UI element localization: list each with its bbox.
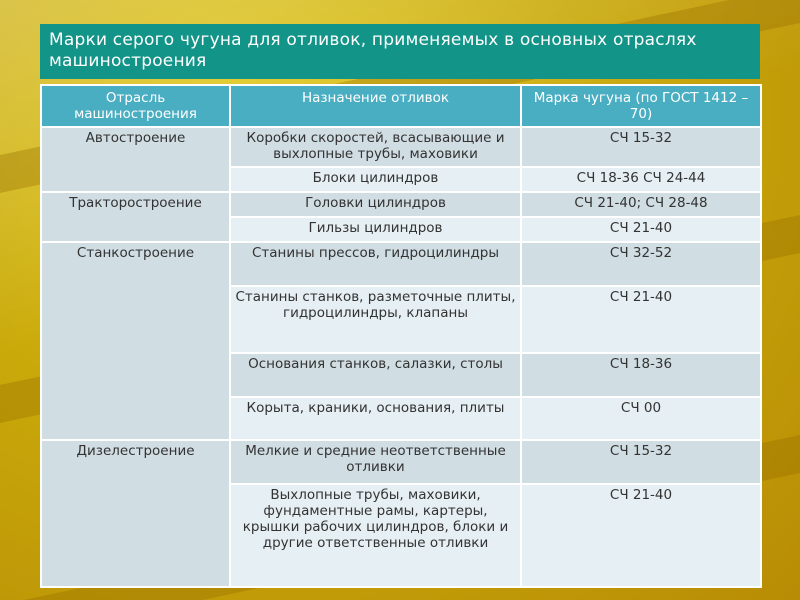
purpose-cell: Основания станков, салазки, столы <box>231 354 520 396</box>
grade-cell: СЧ 18-36 <box>522 354 760 396</box>
industry-cell: Автостроение <box>42 128 229 191</box>
industry-cell: Дизелестроение <box>42 441 229 586</box>
grade-cell: СЧ 21-40; СЧ 28-48 <box>522 193 760 216</box>
header-industry: Отрасль машиностроения <box>42 86 229 126</box>
table-header-row <box>42 86 760 126</box>
grade-cell: СЧ 21-40 <box>522 485 760 586</box>
purpose-cell: Блоки цилиндров <box>231 168 520 191</box>
grade-cell: СЧ 21-40 <box>522 287 760 352</box>
purpose-cell: Корыта, краники, основания, плиты <box>231 398 520 440</box>
industry-cell: Тракторостроение <box>42 193 229 241</box>
slide-title: Марки серого чугуна для отливок, применяемых в основных отраслях машиностроения <box>40 24 760 79</box>
grade-cell: СЧ 18-36 СЧ 24-44 <box>522 168 760 191</box>
purpose-cell: Головки цилиндров <box>231 193 520 216</box>
table-row <box>42 193 760 216</box>
purpose-cell: Гильзы цилиндров <box>231 218 520 241</box>
table-row <box>42 243 760 285</box>
grade-cell: СЧ 32-52 <box>522 243 760 285</box>
cast-iron-grades-table <box>40 84 762 588</box>
purpose-cell: Станины станков, разметочные плиты, гидроцилиндры, клапаны <box>231 287 520 352</box>
purpose-cell: Выхлопные трубы, маховики, фундаментные рамы, картеры, крышки рабочих цилиндров, блоки и другие ответственные отливки <box>231 485 520 586</box>
table-row <box>42 441 760 483</box>
purpose-cell: Коробки скоростей, всасывающие и выхлопные трубы, маховики <box>231 128 520 166</box>
grade-cell: СЧ 21-40 <box>522 218 760 241</box>
industry-cell: Станкостроение <box>42 243 229 440</box>
grade-cell: СЧ 00 <box>522 398 760 440</box>
purpose-cell: Станины прессов, гидроцилиндры <box>231 243 520 285</box>
header-purpose: Назначение отливок <box>231 86 520 126</box>
cast-iron-table-container <box>40 84 762 588</box>
header-grade: Марка чугуна (по ГОСТ 1412 – 70) <box>522 86 760 126</box>
purpose-cell: Мелкие и средние неответственные отливки <box>231 441 520 483</box>
grade-cell: СЧ 15-32 <box>522 441 760 483</box>
table-row <box>42 128 760 166</box>
grade-cell: СЧ 15-32 <box>522 128 760 166</box>
